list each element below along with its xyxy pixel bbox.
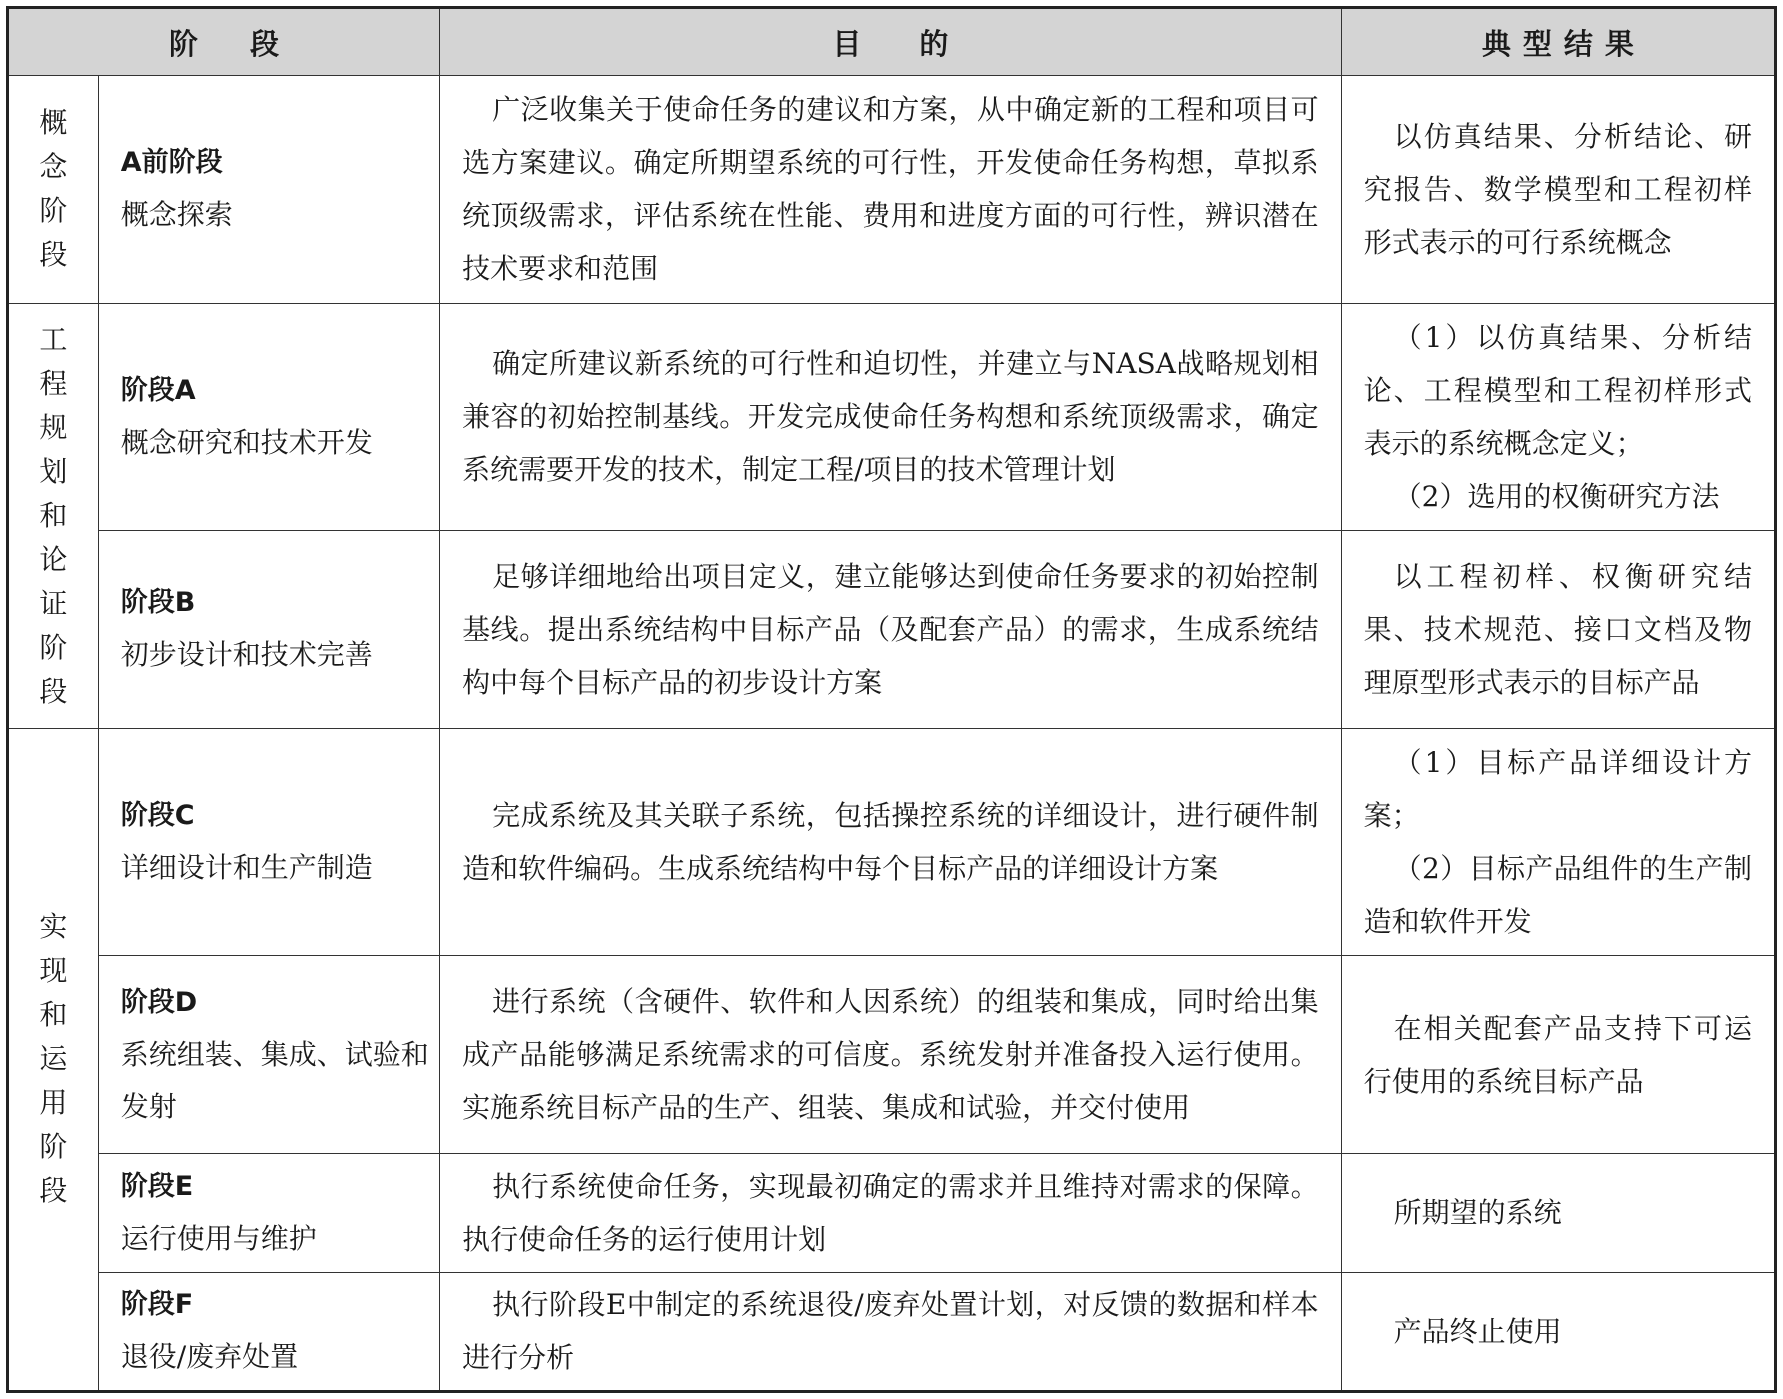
result-item: （1）以仿真结果、分析结论、工程模型和工程初样形式表示的系统概念定义； xyxy=(1363,320,1752,460)
result-item: （2）目标产品组件的生产制造和软件开发 xyxy=(1363,852,1752,939)
stage-name: 阶段D xyxy=(120,986,198,1018)
stage-subtitle: 运行使用与维护 xyxy=(120,1221,317,1255)
purpose-cell: 执行系统使命任务，实现最初确定的需求并且维持对需求的保障。执行使命任务的运行使用计划 xyxy=(440,1154,1342,1272)
result-cell xyxy=(1341,728,1775,956)
stage-cell xyxy=(98,956,439,1154)
group-cell-implementation xyxy=(8,728,99,1391)
purpose-cell: 进行系统（含硬件、软件和人因系统）的组装和集成，同时给出集成产品能够满足系统需求的可信度。系统发射并准备投入运行使用。实施系统目标产品的生产、组装、集成和试验，并交付使用 xyxy=(440,956,1342,1154)
purpose-cell: 足够详细地给出项目定义，建立能够达到使命任务要求的初始控制基线。提出系统结构中目标产品（及配套产品）的需求，生成系统结构中每个目标产品的初步设计方案 xyxy=(440,531,1342,729)
result-text: 产品终止使用 xyxy=(1393,1314,1562,1348)
result-text: 以工程初样、权衡研究结果、技术规范、接口文档及物理原型形式表示的目标产品 xyxy=(1363,559,1752,699)
stage-subtitle: 系统组装、集成、试验和发射 xyxy=(120,1037,429,1123)
purpose-cell: 确定所建议新系统的可行性和迫切性，并建立与NASA战略规划相兼容的初始控制基线。开发完成使命任务构想和系统顶级需求，确定系统需要开发的技术，制定工程/项目的技术管理计划 xyxy=(440,303,1342,531)
result-cell xyxy=(1341,531,1775,729)
stage-name: 阶段B xyxy=(120,587,196,619)
group-cell-concept xyxy=(8,76,99,304)
result-item: （1）目标产品详细设计方案； xyxy=(1363,746,1752,833)
stage-name: 阶段A xyxy=(120,374,196,406)
group-label: 概念阶段 xyxy=(39,106,68,272)
lifecycle-phase-table xyxy=(6,6,1777,1393)
result-text: 在相关配套产品支持下可运行使用的系统目标产品 xyxy=(1363,1011,1752,1098)
group-label: 实现和运用阶段 xyxy=(39,910,68,1208)
stage-cell xyxy=(98,76,439,304)
header-stage: 阶段 xyxy=(8,8,440,76)
stage-subtitle: 概念探索 xyxy=(120,198,233,232)
stage-cell xyxy=(98,531,439,729)
stage-name: 阶段C xyxy=(120,800,195,832)
table-row xyxy=(8,956,1776,1154)
result-cell xyxy=(1341,76,1775,304)
result-cell xyxy=(1341,1154,1775,1272)
table-row xyxy=(8,728,1776,956)
stage-cell xyxy=(98,1154,439,1272)
result-text: 以仿真结果、分析结论、研究报告、数学模型和工程初样形式表示的可行系统概念 xyxy=(1363,119,1752,259)
stage-cell xyxy=(98,1272,439,1392)
purpose-cell: 完成系统及其关联子系统，包括操控系统的详细设计，进行硬件制造和软件编码。生成系统结构中每个目标产品的详细设计方案 xyxy=(440,728,1342,956)
table-row xyxy=(8,1272,1776,1392)
stage-cell xyxy=(98,728,439,956)
purpose-cell: 执行阶段E中制定的系统退役/废弃处置计划，对反馈的数据和样本进行分析 xyxy=(440,1272,1342,1392)
table-row xyxy=(8,303,1776,531)
result-cell xyxy=(1341,303,1775,531)
stage-name: 阶段F xyxy=(120,1289,194,1321)
stage-name: A前阶段 xyxy=(120,147,223,179)
result-cell xyxy=(1341,1272,1775,1392)
stage-subtitle: 详细设计和生产制造 xyxy=(120,851,373,885)
result-text: 所期望的系统 xyxy=(1393,1196,1562,1230)
table-row xyxy=(8,76,1776,304)
table-header-row xyxy=(8,8,1776,76)
stage-subtitle: 退役/废弃处置 xyxy=(120,1340,299,1374)
stage-subtitle: 初步设计和技术完善 xyxy=(120,638,373,672)
header-result: 典型结果 xyxy=(1341,8,1775,76)
result-cell xyxy=(1341,956,1775,1154)
header-purpose: 目的 xyxy=(440,8,1342,76)
table-row xyxy=(8,531,1776,729)
result-item: （2）选用的权衡研究方法 xyxy=(1393,479,1720,513)
purpose-cell: 广泛收集关于使命任务的建议和方案，从中确定新的工程和项目可选方案建议。确定所期望系统的可行性，开发使命任务构想，草拟系统顶级需求，评估系统在性能、费用和进度方面的可行性，辨识潜在技术要求和范围 xyxy=(440,76,1342,304)
table-row xyxy=(8,1154,1776,1272)
stage-subtitle: 概念研究和技术开发 xyxy=(120,425,373,459)
stage-name: 阶段E xyxy=(120,1170,194,1202)
group-cell-planning xyxy=(8,303,99,728)
group-label: 工程规划和论证阶段 xyxy=(39,322,68,708)
stage-cell xyxy=(98,303,439,531)
